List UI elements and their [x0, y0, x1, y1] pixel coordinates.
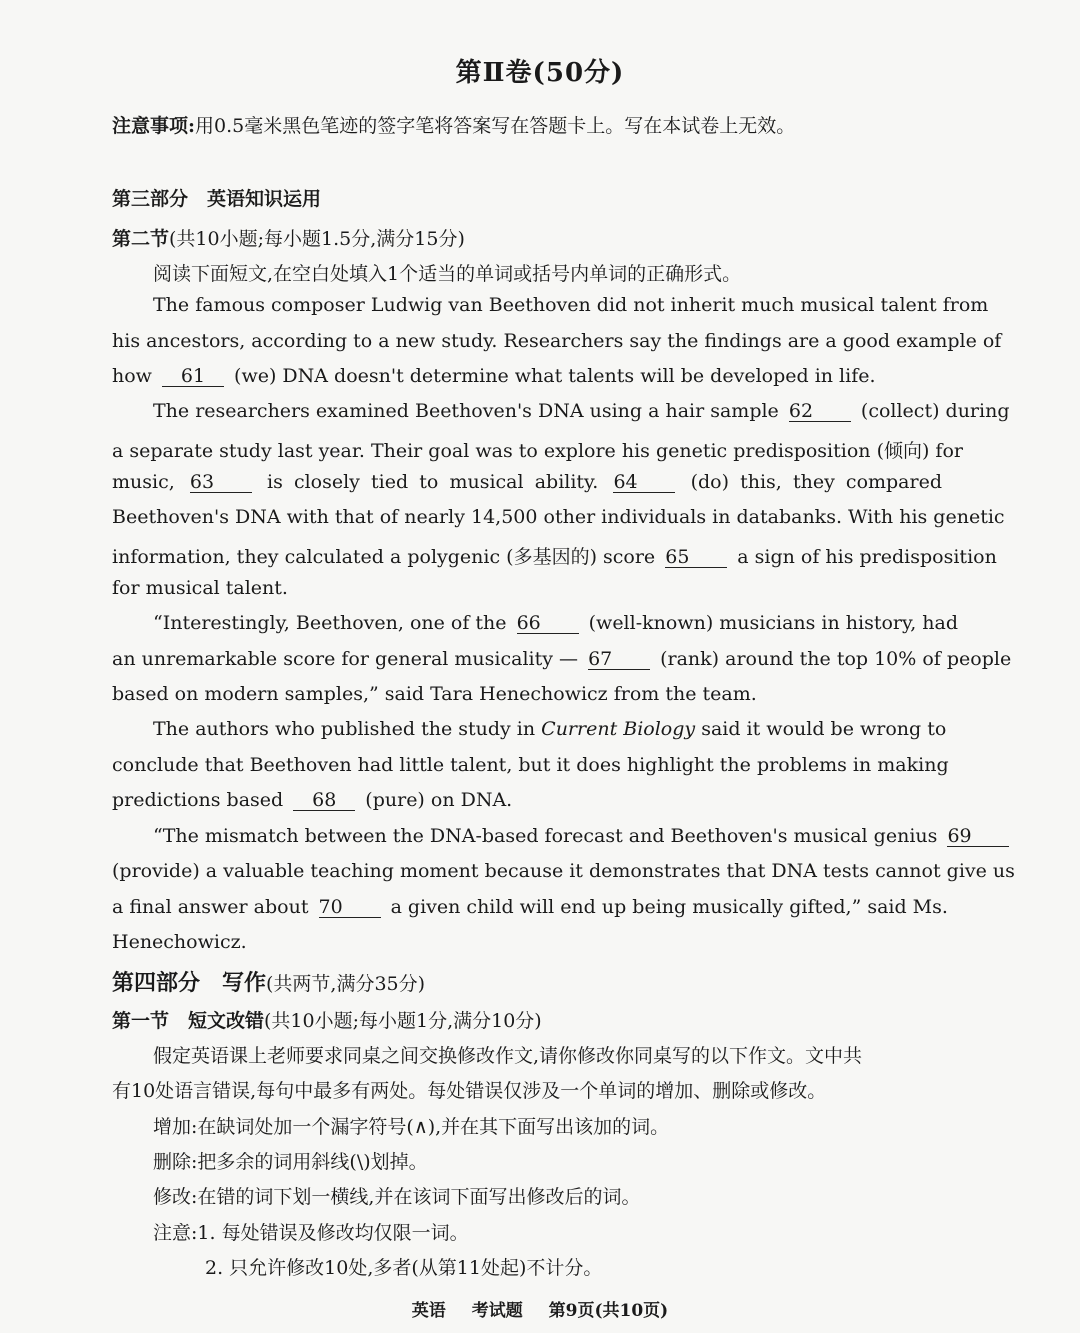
part4-delete-rule: 删除:把多余的词用斜线(\)划掉。: [153, 1151, 428, 1173]
p5-line-2: (provide) a valuable teaching moment because it demonstrates that DNA tests cannot give us: [112, 860, 1015, 882]
p2-text-e: (do) this, they compared: [690, 471, 942, 493]
p5-text-b: a final answer about: [112, 896, 309, 918]
volume-title: 第Ⅱ卷(50分): [455, 58, 625, 88]
p4-line-1: [153, 718, 947, 740]
blank-63: 63: [190, 472, 252, 493]
part3-section-label: 第二节: [112, 228, 170, 250]
part4-add-rule: 增加:在缺词处加一个漏字符号(∧),并在其下面写出该加的词。: [153, 1116, 670, 1138]
p1-line-3: [112, 365, 942, 387]
blank-65: 65: [665, 547, 727, 568]
part3-instruction: 阅读下面短文,在空白处填入1个适当的单词或括号内单词的正确形式。: [153, 263, 742, 285]
p5-line-4: Henechowicz.: [112, 931, 247, 953]
part4-title: 第四部分 写作: [112, 970, 267, 996]
p5-line-1: [153, 825, 972, 847]
p1-line-2: his ancestors, according to a new study. Researchers say the findings are a good example of: [112, 330, 1002, 352]
p2-line-3: [112, 471, 942, 493]
p3-text-c: an unremarkable score for general musicality —: [112, 648, 579, 670]
p3-text-b: (well-known) musicians in history, had: [588, 612, 959, 634]
p2-text-f: information, they calculated a polygenic (多基因的) score: [112, 546, 656, 568]
p3-line-1: [153, 612, 959, 634]
p3-line-2: [112, 648, 1012, 670]
part4-section-heading: [112, 1006, 942, 1033]
part4-section-info: (共10小题;每小题1分,满分10分): [264, 1010, 542, 1032]
p2-text-d: is closely tied to musical ability.: [267, 471, 599, 493]
blank-66: 66: [517, 613, 579, 634]
footer-page: 第9页(共10页): [548, 1301, 669, 1321]
p3-text-d: (rank) around the top 10% of people: [660, 648, 1012, 670]
part4-instruction-1: 假定英语课上老师要求同桌之间交换修改作文,请你修改你同桌写的以下作文。文中共: [153, 1045, 863, 1067]
p4-text-d: (pure) on DNA.: [365, 789, 513, 811]
part4-heading: [112, 966, 942, 997]
part4-note-1: 注意:1. 每处错误及修改均仅限一词。: [153, 1222, 469, 1244]
blank-61: 61: [162, 366, 224, 387]
p5-line-3: [112, 896, 948, 918]
blank-68: 68: [293, 790, 355, 811]
p4-text-a: The authors who published the study in: [153, 718, 536, 740]
notice-text: 用0.5毫米黑色笔迹的签字笔将答案写在答题卡上。写在本试卷上无效。: [195, 115, 796, 137]
p1-text-b: (we) DNA doesn't determine what talents will be developed in life.: [234, 365, 876, 387]
part3-section-heading: [112, 224, 942, 251]
p2-line-5: [112, 542, 997, 569]
p2-line-6: for musical talent.: [112, 577, 288, 599]
p4-line-2: conclude that Beethoven had little talent, but it does highlight the problems in making: [112, 754, 949, 776]
p2-text-g: a sign of his predisposition: [737, 546, 997, 568]
page-footer: [0, 1296, 1080, 1321]
p3-line-3: based on modern samples,” said Tara Henechowicz from the team.: [112, 683, 757, 705]
part4-title-info: (共两节,满分35分): [266, 973, 426, 995]
blank-69: 69: [947, 826, 1009, 847]
blank-67: 67: [588, 649, 650, 670]
p3-text-a: “Interestingly, Beethoven, one of the: [153, 612, 507, 634]
blank-70: 70: [319, 897, 381, 918]
part4-section-label: 第一节 短文改错: [112, 1010, 265, 1032]
part3-title: 第三部分 英语知识运用: [112, 188, 322, 210]
notice: [112, 111, 795, 138]
p2-text-c: music,: [112, 471, 175, 493]
p2-text-a: The researchers examined Beethoven's DNA using a hair sample: [153, 400, 779, 422]
notice-label: 注意事项:: [112, 115, 196, 137]
p1-text-a: how: [112, 365, 152, 387]
p2-line-1: [153, 400, 1010, 422]
part4-note-2: 2. 只允许修改10处,多者(从第11处起)不计分。: [205, 1257, 603, 1279]
p4-text-c: predictions based: [112, 789, 284, 811]
p5-text-c: a given child will end up being musically gifted,” said Ms.: [390, 896, 948, 918]
p1-line-1: The famous composer Ludwig van Beethoven did not inherit much musical talent from: [153, 294, 989, 316]
p2-line-4: Beethoven's DNA with that of nearly 14,500 other individuals in databanks. With his genetic: [112, 506, 1005, 528]
journal-name: Current Biology: [541, 718, 696, 740]
part4-modify-rule: 修改:在错的词下划一横线,并在该词下面写出修改后的词。: [153, 1186, 641, 1208]
p2-line-2: a separate study last year. Their goal was to explore his genetic predisposition (倾向) for: [112, 440, 963, 462]
blank-62: 62: [789, 401, 851, 422]
p4-line-3: [112, 789, 942, 811]
p4-text-b: said it would be wrong to: [701, 718, 947, 740]
part3-section-info: (共10小题;每小题1.5分,满分15分): [169, 228, 465, 250]
footer-paper: 考试题: [471, 1301, 523, 1321]
footer-subject: 英语: [411, 1301, 446, 1321]
part4-instruction-2: 有10处语言错误,每句中最多有两处。每处错误仅涉及一个单词的增加、删除或修改。: [112, 1080, 827, 1102]
blank-64: 64: [613, 472, 675, 493]
p2-text-b: (collect) during: [860, 400, 1010, 422]
p5-text-a: “The mismatch between the DNA-based forecast and Beethoven's musical genius: [153, 825, 938, 847]
